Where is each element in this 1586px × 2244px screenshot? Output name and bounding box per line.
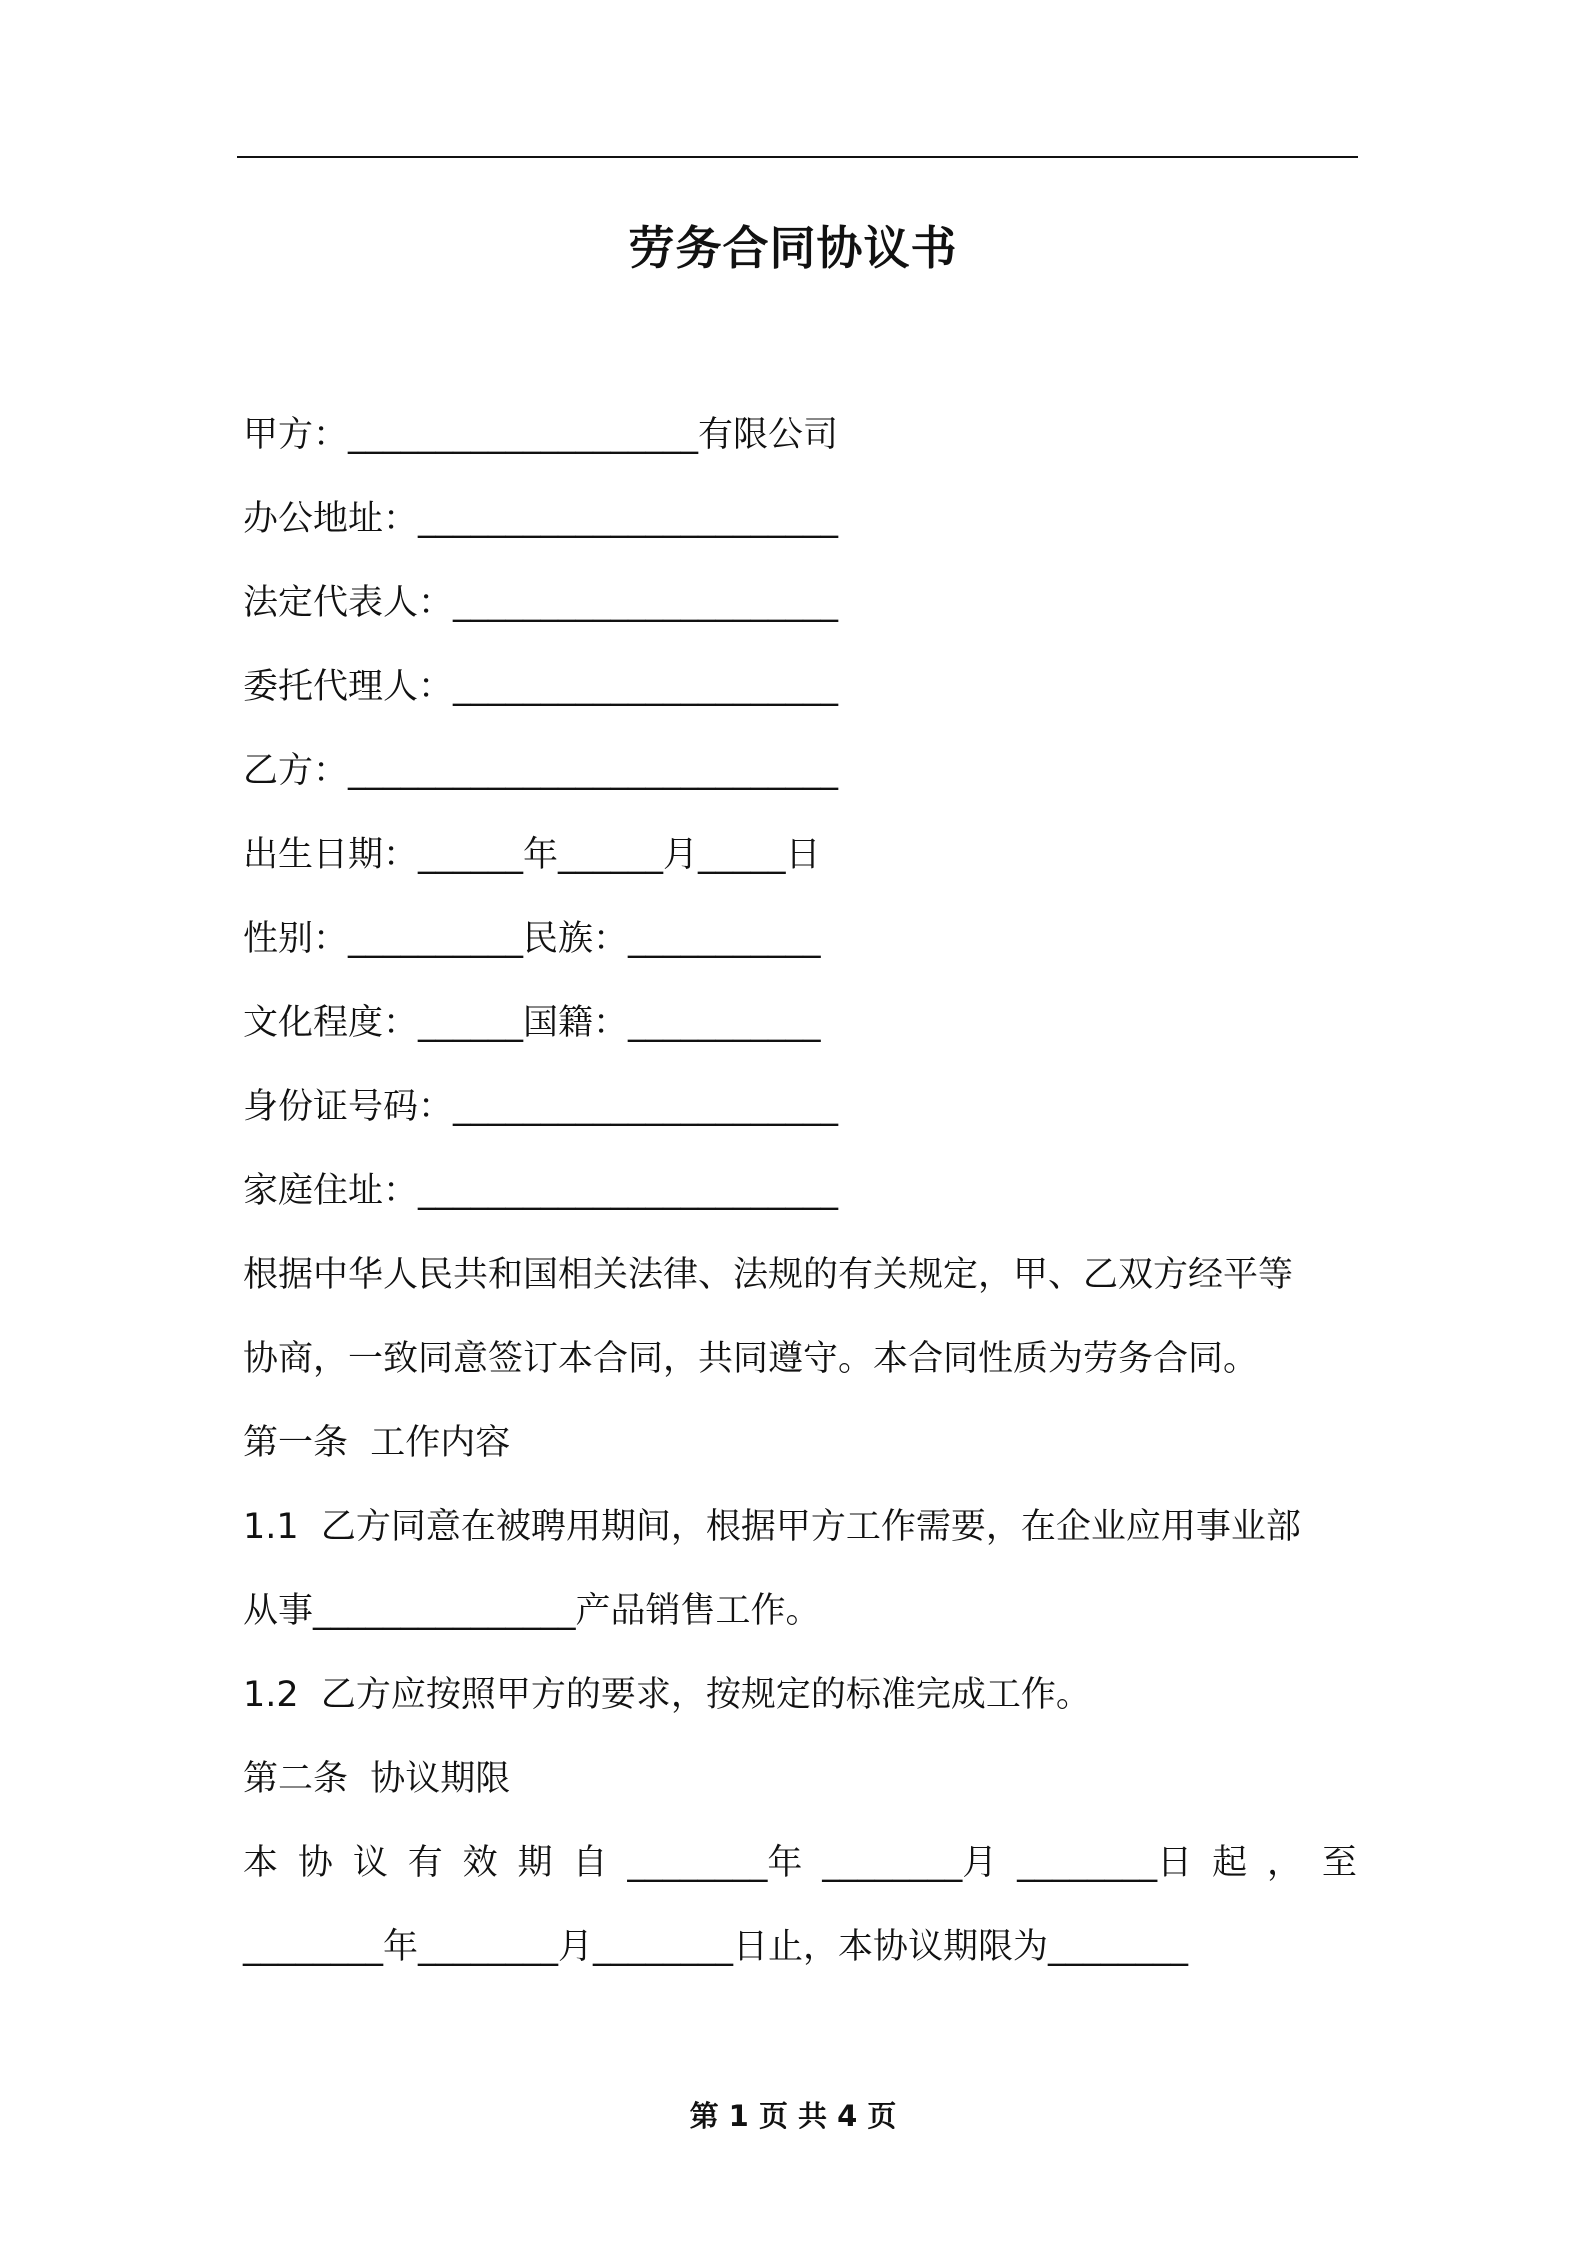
article-2-heading: 第二条 协议期限	[243, 1759, 511, 1799]
term-word: 效	[462, 1843, 498, 1883]
term-line-2: ________年________月________日止，本协议期限为________	[243, 1927, 1189, 1967]
office-address-line: 办公地址：________________________	[243, 499, 839, 539]
term-word: ，	[1266, 1843, 1302, 1883]
birth-date-line: 出生日期：______年______月_____日	[243, 835, 821, 875]
preamble-line-1: 根据中华人民共和国相关法律、法规的有关规定，甲、乙双方经平等	[243, 1255, 1294, 1295]
home-address-line: 家庭住址：________________________	[243, 1171, 839, 1211]
education-nationality-line: 文化程度：______国籍：___________	[243, 1003, 821, 1043]
preamble-line-2: 协商，一致同意签订本合同，共同遵守。本合同性质为劳务合同。	[243, 1339, 1259, 1379]
term-word: 协	[297, 1843, 333, 1883]
term-day-blank: ________日	[1017, 1843, 1193, 1883]
term-word: 期	[517, 1843, 553, 1883]
document-title: 劳务合同协议书	[628, 221, 958, 275]
term-line-1	[243, 1839, 1357, 1887]
term-word: 议	[352, 1843, 388, 1883]
header-rule	[237, 156, 1358, 158]
authorized-agent-line: 委托代理人：______________________	[243, 667, 839, 707]
term-word: 自	[572, 1843, 608, 1883]
article-1-heading: 第一条 工作内容	[243, 1423, 511, 1463]
id-number-line: 身份证号码：______________________	[243, 1087, 839, 1127]
term-word: 至	[1321, 1843, 1357, 1883]
term-word: 本	[243, 1843, 279, 1883]
page-indicator: 第 1 页 共 4 页	[689, 2099, 897, 2133]
clause-1-2-line: 1.2 乙方应按照甲方的要求，按规定的标准完成工作。	[243, 1675, 1091, 1715]
legal-representative-line: 法定代表人：______________________	[243, 583, 839, 623]
term-word: 有	[407, 1843, 443, 1883]
term-year-blank: ________年	[627, 1843, 803, 1883]
term-word: 起	[1212, 1843, 1248, 1883]
clause-1-1-line-1: 1.1 乙方同意在被聘用期间，根据甲方工作需要，在企业应用事业部	[243, 1507, 1301, 1547]
clause-1-1-line-2: 从事_______________产品销售工作。	[243, 1591, 821, 1631]
party-a-line: 甲方：____________________有限公司	[243, 415, 839, 455]
term-month-blank: ________月	[822, 1843, 998, 1883]
gender-ethnicity-line: 性别：__________民族：___________	[243, 919, 821, 959]
party-b-line: 乙方：____________________________	[243, 751, 839, 791]
